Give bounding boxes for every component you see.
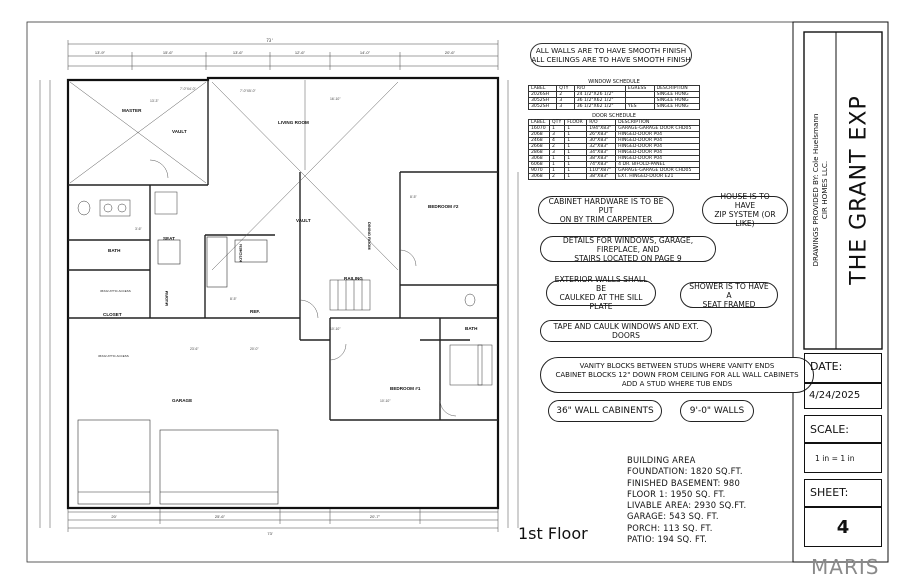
svg-text:10'-10": 10'-10" [380, 399, 391, 403]
svg-text:13'-9": 13'-9" [94, 50, 106, 55]
window-schedule-title: WINDOW SCHEDULE [588, 79, 640, 85]
room-dining: DINING ROOM [367, 222, 372, 250]
date-label-box: DATE: [804, 353, 882, 383]
date-value-box [804, 383, 882, 409]
svg-text:10'-10": 10'-10" [330, 327, 341, 331]
svg-text:25'-6": 25'-6" [214, 514, 226, 519]
room-bath-2: BATH [465, 326, 478, 331]
area-livable: LIVABLE AREA: 2930 SQ.FT. [627, 500, 747, 511]
area-floor-1: FLOOR 1: 1950 SQ. FT. [627, 488, 726, 499]
svg-text:20'-0": 20'-0" [250, 347, 259, 351]
cabinet-hardware-note: CABINET HARDWARE IS TO BE PUT ON BY TRIM CARPENTER [538, 196, 674, 224]
svg-text:15'-6": 15'-6" [162, 50, 174, 55]
svg-text:73': 73' [266, 38, 274, 43]
svg-text:20': 20' [111, 514, 117, 519]
area-foundation: FOUNDATION: 1820 SQ.FT. [627, 466, 743, 477]
table-row: 6068 1 1 74"X83" 4 DR. BIFOLD-PANEL [529, 162, 700, 168]
building-area [627, 455, 746, 545]
room-ref: REF. [250, 309, 260, 314]
project-title: THE GRANT EXP [846, 95, 872, 285]
finish-note: ALL WALLS ARE TO HAVE SMOOTH FINISH ALL CEILINGS ARE TO HAVE SMOOTH FINISH [530, 43, 692, 67]
table-row: 3068 2 1 38"X83" EXT. HINGED-DOOR E21 [529, 174, 700, 180]
room-vault-living: VAULT [296, 218, 311, 223]
drawing-credit: DRAWINGS PROVIDED BY: Cole Huelsmann CIR HOMES LLC. [811, 113, 829, 267]
table-row: 3052SH 3 36 1/2"X62 1/2" YES SINGLE HUNG [529, 104, 700, 110]
svg-text:12'-6": 12'-6" [294, 50, 306, 55]
svg-text:14'-0": 14'-0" [359, 50, 371, 55]
svg-text:13'-6": 13'-6" [232, 50, 244, 55]
area-porch: PORCH: 113 SQ. FT. [627, 522, 713, 533]
table-row: 3052SH 3 36 1/2"X62 1/2" SINGLE HUNG [529, 98, 700, 104]
table-row: 2026SH 2 24 1/2"X26 1/2" SINGLE HUNG [529, 92, 700, 98]
details-note: DETAILS FOR WINDOWS, GARAGE, FIREPLACE, AND STAIRS LOCATED ON PAGE 9 [540, 236, 716, 262]
room-mudroom: MUDRM [164, 290, 169, 306]
room-seat: SEAT [163, 236, 175, 241]
area-garage: GARAGE: 543 SQ. FT. [627, 511, 719, 522]
window-schedule: WINDOW SCHEDULE LABEL QTY R/O EGRESS DESCRIPTION 2026SH 2 24 1/2"X26 1/2" SINGLE HUNG 3052SH 3 36 1/2"X62 1/2" SINGLE HUNG 3052SH 3 36 1/2"X62 1/2" YES SINGLE HUNG [528, 80, 700, 110]
walls-height-note: 9'-0" WALLS [680, 400, 754, 422]
room-master: MASTER [122, 108, 142, 113]
scale-value-box [804, 443, 882, 473]
svg-text:73': 73' [267, 531, 273, 536]
attic-access-closet: 36X22 ATTIC ACCESS [100, 289, 131, 293]
tape-note: TAPE AND CAULK WINDOWS AND EXT. DOORS [540, 320, 712, 342]
area-patio: PATIO: 194 SQ. FT. [627, 534, 708, 545]
scale-label-box: SCALE: [804, 415, 882, 443]
svg-text:8'-5": 8'-5" [410, 195, 417, 199]
room-kitchen: KITCHEN [238, 244, 243, 262]
room-garage: GARAGE [172, 398, 193, 403]
sheet-value: 4 [836, 517, 850, 538]
date-value: 4/24/2025 [809, 390, 861, 401]
table-row: 2068 3 1 26"X83" HINGED-DOOR P04 [529, 132, 700, 138]
room-vault-master: VAULT [172, 129, 187, 134]
maris-watermark: MARIS [811, 555, 880, 579]
sheet-value-box [804, 507, 882, 547]
table-row: 16070 1 1 194"X83" GARAGE-GARAGE DOOR CHD05 [529, 126, 700, 132]
table-row: 2468 4 1 30"X83" HINGED-DOOR P04 [529, 138, 700, 144]
table-row: 9070 1 1 110"X87" GARAGE-GARAGE DOOR CHD05 [529, 168, 700, 174]
room-railing: RAILING [344, 276, 363, 281]
svg-text:7'-0"X4'-0": 7'-0"X4'-0" [180, 87, 196, 91]
table-row: 2668 2 1 32"X83" HINGED-DOOR P04 [529, 144, 700, 150]
room-bath-1: BATH [108, 248, 121, 253]
area-finished-basement: FINISHED BASEMENT: 980 [627, 477, 740, 488]
svg-text:20'-6": 20'-6" [444, 50, 456, 55]
table-row: 2868 3 1 34"X83" HINGED-DOOR P04 [529, 150, 700, 156]
sheet-label-box: SHEET: [804, 479, 882, 507]
vanity-note: VANITY BLOCKS BETWEEN STUDS WHERE VANITY ENDS CABINET BLOCKS 12" DOWN FROM CEILING FOR ALL WALL CABINETS ADD A STUD WHERE TUB ENDS [540, 357, 814, 393]
building-area-title: BUILDING AREA [627, 455, 696, 465]
svg-text:16'-10": 16'-10" [330, 97, 341, 101]
scale-value: 1 in = 1 in [815, 454, 855, 463]
svg-text:13'-3": 13'-3" [150, 99, 159, 103]
attic-access-garage: 36X22 ATTIC ACCESS [98, 354, 129, 358]
svg-text:3'-6": 3'-6" [135, 227, 142, 231]
floor-label: 1st Floor [518, 524, 588, 543]
door-schedule: DOOR SCHEDULE LABEL QTY FLOOR R/O DESCRIPTION 16070 1 1 194"X83" GARAGE-GARAGE DOOR CHD05 2068 3 1 26"X83" HINGED-DOOR P04 2468 4 1 30"X83" HINGED-DOOR P04 2668 2 1 32"X83" HINGED-DOOR P04 2868 3 1 34"X83" HINGED-DOOR P04 3068 1 1 38"X83" HINGED-DOOR P04 6068 1 1 74"X83" 4 DR. BIFOLD-PANEL 9070 1 1 110"X87" GARAGE-GARAGE DOOR CHD05 3068 2 1 38"X83" EXT. HINGED-DOOR E21 [528, 114, 700, 180]
room-closet: CLOSET [103, 312, 122, 317]
door-schedule-title: DOOR SCHEDULE [592, 113, 636, 119]
wall-cabinets-note: 36" WALL CABINENTS [548, 400, 662, 422]
room-bedroom-2: BEDROOM #2 [428, 204, 459, 209]
table-row: 3068 1 1 38"X83" HINGED-DOOR P04 [529, 156, 700, 162]
shower-note: SHOWER IS TO HAVE A SEAT FRAMED [680, 282, 778, 308]
room-living: LIVING ROOM [278, 120, 309, 125]
room-bedroom-1: BEDROOM #1 [390, 386, 421, 391]
svg-text:7'-0"X5'-0": 7'-0"X5'-0" [240, 89, 256, 93]
caulk-note: EXTERIOR WALLS SHALL BE CAULKED AT THE SILL PLATE [546, 280, 656, 306]
svg-text:20'-7": 20'-7" [369, 514, 381, 519]
svg-text:23'-6": 23'-6" [190, 347, 199, 351]
zip-system-note: HOUSE IS TO HAVE ZIP SYSTEM (OR LIKE) [702, 196, 788, 224]
svg-text:8'-5": 8'-5" [230, 297, 237, 301]
